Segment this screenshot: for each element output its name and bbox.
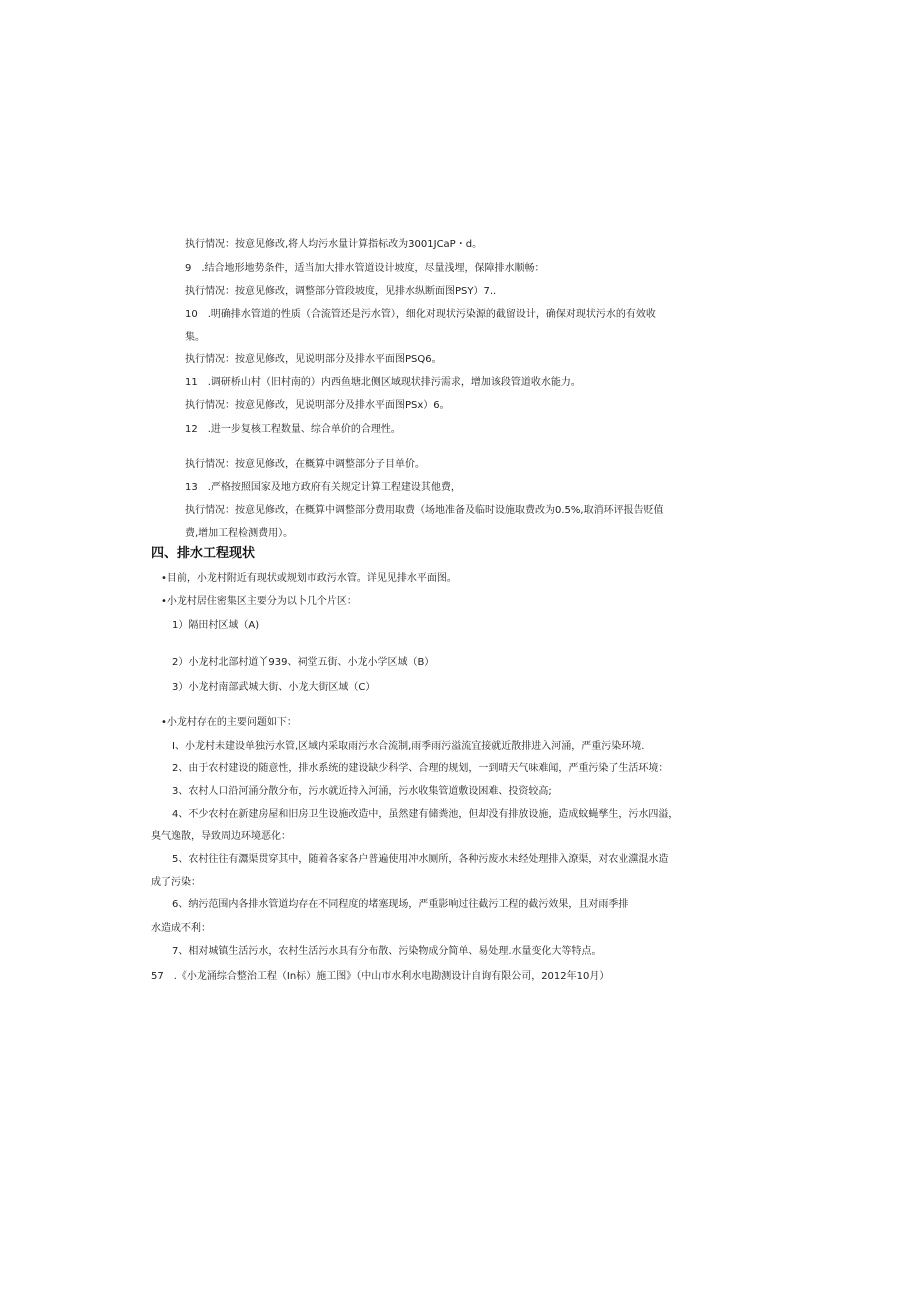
opinion-item-12: 12 .进一步复核工程数量、综合单价的合理性。 (185, 424, 401, 435)
bullet-line: •目前，小龙村附近有现状或规划市政污水管。详见见排水平面图。 (161, 573, 457, 584)
response-line: 执行情况：按意见修改，见说明部分及排水平面图PSx）6。 (185, 400, 450, 411)
response-line: 执行情况：按意见修改，调整部分管段坡度，见排水纵断面图PSY）7.. (185, 286, 497, 297)
area-item-c: 3）小龙村南部武城大街、小龙大街区域（C） (172, 682, 376, 693)
problem-item-6-continued: 水造成不利： (151, 923, 211, 934)
problem-item-5: 5、农村往往有灊渠贯穿其中，随着各家各户普遍使用冲水厕所，各种污废水未经处理排入潦渠，对农业灙混水造 (172, 854, 669, 865)
bullet-line: •小龙村居住密集区主要分为以卜几个片区： (161, 596, 357, 607)
response-line: 执行情况：按意见修改，见说明部分及排水平面图PSQ6。 (185, 354, 442, 365)
problem-item-4: 4、不少农村在新建房屋和旧房卫生设施改造中，虽然建有储粪池，但却没有排放设施，造成蚊蝇孳生，污水四溢， (172, 809, 679, 820)
reference-footnote: 57 .《小龙涌综合整治工程（In标）施工图》（中山市水利水电勘测设计自询有限公司，2012年10月） (151, 971, 610, 982)
problem-item-1: I、小龙村未建设单独污水管,区域内采取雨污水合流制,雨季雨污溢流宜接就近散排进入河涌，严重污染环境. (172, 741, 645, 752)
area-item-a: 1）隔田村区域（A) (172, 620, 260, 631)
problem-item-5-continued: 成了污染： (151, 877, 201, 888)
problem-item-3: 3、农村人口沿河涌分散分布，污水就近持入河涌，污水收集管道敷设困难、投资较高; (172, 786, 552, 797)
area-item-b: 2）小龙村北部村道丫939、祠堂五街、小龙小学区域（B） (172, 657, 435, 668)
response-line: 执行情况：按意见修改，在概算中调整部分费用取费（场地准备及临时设施取费改为0.5%,取消环评报告贬值 (185, 505, 664, 516)
response-line: 执行情况：按意见修改，在概算中调整部分子目单价。 (185, 459, 425, 470)
problem-item-7: 7、相对城镇生活污水，农村生活污水具有分布散、污染物成分简单、易处理.水量变化大等特点。 (172, 946, 602, 957)
opinion-item-10-continued: 集。 (185, 332, 205, 343)
response-line: 执行情况：按意见修改,将人均污水量计算指标改为3001JCaP・d。 (185, 239, 483, 250)
bullet-line: •小龙村存在的主要问题如下： (161, 717, 297, 728)
opinion-item-9: 9 .结合地形地势条件，适当加大排水管道设计坡度，尽量浅埋，保障排水顺畅： (185, 263, 545, 274)
problem-item-2: 2、由于农村建设的随意性，排水系统的建设缺少科学、合理的规划，一到晴天气味难闻，严重污染了生活环境： (172, 763, 669, 774)
opinion-item-13: 13 .严格按照国家及地方政府有关规定计算工程建设其他费， (185, 482, 461, 493)
opinion-item-11: 11 .调研桥山村（旧村南的）内西鱼塘北侧区域现状排污需求，增加该段管道收水能力。 (185, 377, 581, 388)
opinion-item-10: 10 .明确排水管道的性质（合流管还是污水管），细化对现状污染源的截留设计，确保对现状污水的有效收 (185, 309, 656, 320)
response-line-continued: 费,增加工程检测费用）。 (185, 528, 294, 539)
problem-item-6: 6、纳污范围内各排水管道均存在不同程度的堵塞现场，严重影响过往截污工程的截污效果，且对雨季排 (172, 899, 629, 910)
problem-item-4-continued: 臭气逸散，导致周边环境恶化： (151, 831, 291, 842)
section-heading: 四、排水工程现状 (151, 546, 256, 561)
